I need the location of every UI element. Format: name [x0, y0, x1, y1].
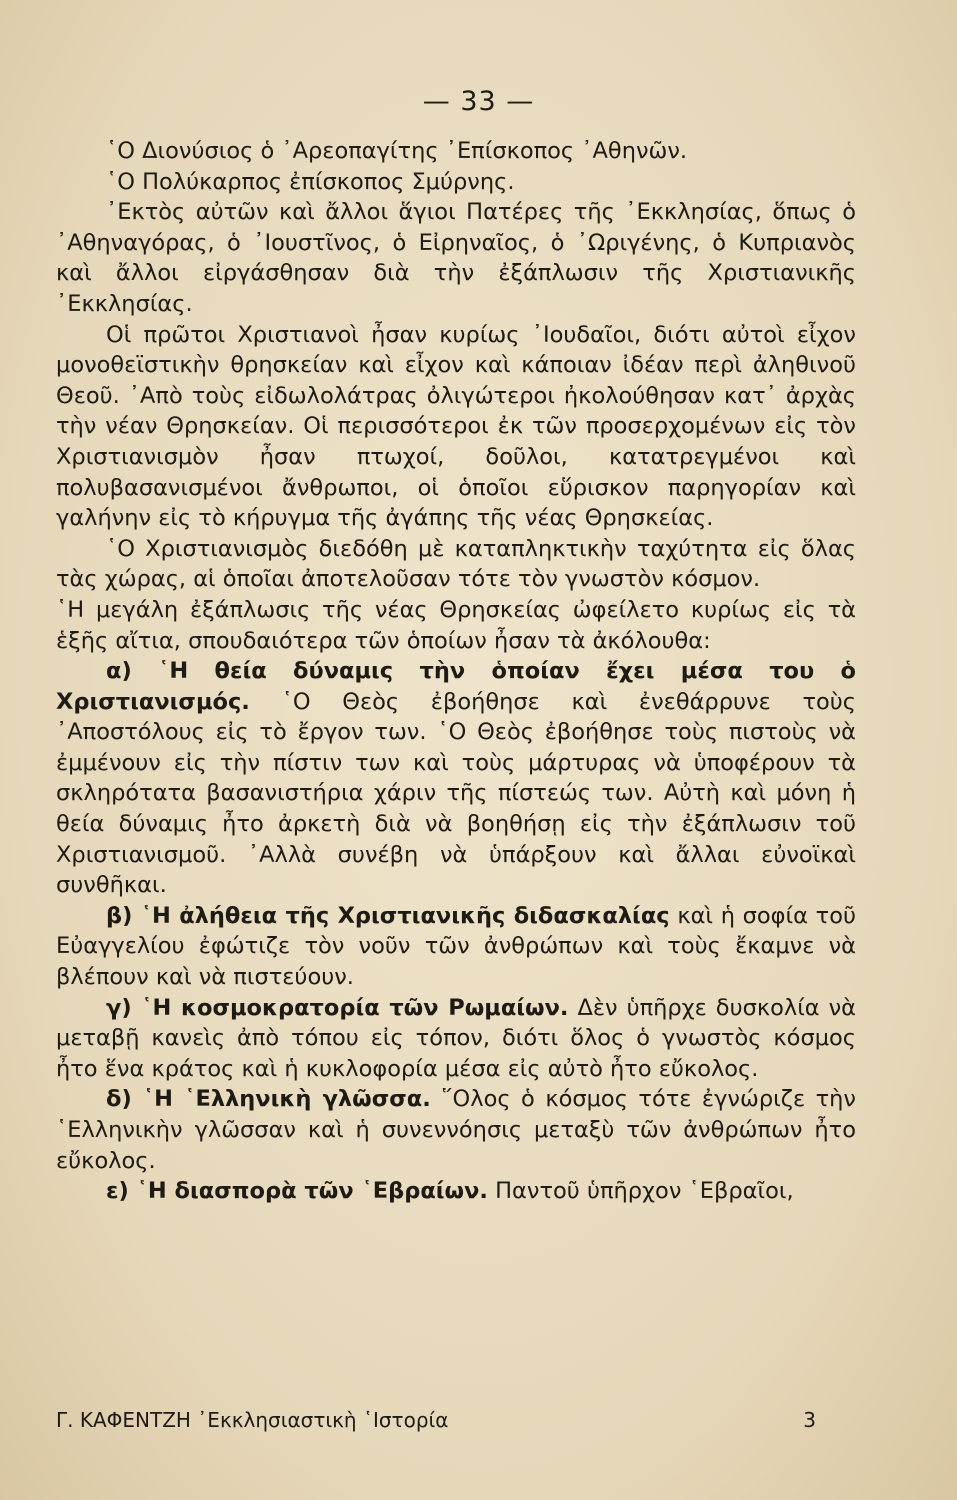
list-item — [56, 901, 856, 993]
item-text: Δὲν ὑπῆρχε δυσκολία νὰ μεταβῇ κανεὶς ἀπὸ τόπου εἰς τόπον, διότι ὅλος ὁ γνωστὸς κόσμος ἦτο ἕνα κράτος καὶ ἡ κυκλοφορία μέσα εἰς αὐτὸ ἦτο εὔκολος. — [56, 994, 857, 1082]
paragraph: ῾Ο Πολύκαρπος ἐπίσκοπος Σμύρνης. — [106, 168, 515, 195]
paragraph: ῾Ο Χριστιανισμὸς διεδόθη μὲ καταπληκτικὴν ταχύτητα εἰς ὅλας τὰς χώρας, αἱ ὁποῖαι ἀποτελοῦσαν τότε τὸν γνωστὸν κόσμον. — [56, 535, 856, 593]
paragraph: Οἱ πρῶτοι Χριστιανοὶ ἦσαν κυρίως ᾿Ιουδαῖοι, διότι αὐτοὶ εἶχον μονοθεϊστικὴν θρησκείαν καὶ εἶχον καὶ κάποιαν ἰδέαν περὶ ἀληθινοῦ Θεοῦ. ᾿Απὸ τοὺς εἰδωλολάτρας ὀλιγώτεροι ἠκολούθησαν κατ᾿ ἀρχὰς τὴν νέαν Θρησκείαν. Οἱ περισσότεροι ἐκ τῶν προσερχομένων εἰς τὸν Χριστιανισμὸν ἦσαν πτωχοί, δοῦλοι, κατατρεγμένοι καὶ πολυβασανισμένοι ἄνθρωποι, οἱ ὁποῖοι εὕρισκον παρηγορίαν καὶ γαλήνην εἰς τὸ κήρυγμα τῆς ἀγάπης τῆς νέας Θρησκείας. — [56, 321, 856, 532]
page-footer — [56, 1408, 816, 1432]
list-item — [56, 656, 856, 901]
paragraph: ᾿Εκτὸς αὐτῶν καὶ ἄλλοι ἅγιοι Πατέρες τῆς ᾿Εκκλησίας, ὅπως ὁ ᾿Αθηναγόρας, ὁ ᾿Ιουστῖνος, ὁ Εἰρηναῖος, ὁ ᾿Ωριγένης, ὁ Κυπριανὸς καὶ ἄλλοι εἰργάσθησαν διὰ τὴν ἐξάπλωσιν τῆς Χριστιανικῆς ᾿Εκκλησίας. — [56, 199, 856, 317]
item-heading: β) ῾Η ἀλήθεια τῆς Χριστιανικῆς διδασκαλίας — [106, 902, 670, 929]
item-text: ῞Ολος ὁ κόσμος τότε ἐγνώριζε τὴν ῾Ελληνικὴν γλῶσσαν καὶ ἡ συνεννόησις μεταξὺ τῶν ἀνθρώπων ἦτο εὔκολος. — [56, 1086, 856, 1174]
body-text — [56, 136, 856, 1207]
page-number: — 33 — — [422, 86, 535, 117]
item-heading: δ) ῾Η ῾Ελληνικὴ γλῶσσα. — [106, 1086, 431, 1113]
paragraph: ῾Η μεγάλη ἐξάπλωσις τῆς νέας Θρησκείας ὠφείλετο κυρίως εἰς τὰ ἑξῆς αἴτια, σπουδαιότερα τῶν ὁποίων ἦσαν τὰ ἀκόλουθα: — [56, 596, 856, 654]
list-item — [56, 1176, 856, 1207]
paragraph: ῾Ο Διονύσιος ὁ ᾿Αρεοπαγίτης ᾿Επίσκοπος ᾿Αθηνῶν. — [106, 138, 688, 164]
item-heading: ε) ῾Η διασπορὰ τῶν ῾Εβραίων. — [106, 1178, 488, 1205]
item-heading: α) ῾Η θεία δύναμις τὴν ὁποίαν ἔχει μέσα του ὁ Χριστιανισμός. — [56, 658, 856, 715]
item-text: καὶ ἡ σοφία τοῦ Εὐαγγελίου ἐφώτιζε τὸν νοῦν τῶν ἀνθρώπων καὶ τοὺς ἔκαμνε νὰ βλέπουν καὶ νὰ πιστεύουν. — [56, 902, 856, 991]
item-text: ῾Ο Θεὸς ἐβοήθησε καὶ ἐνεθάρρυνε τοὺς ᾿Αποστόλους εἰς τὸ ἔργον των. ῾Ο Θεὸς ἐβοήθησε τοὺς πιστοὺς νὰ ἐμμένουν εἰς τὴν πίστιν των καὶ τοὺς μάρτυρας νὰ ὑποφέρουν τὰ σκληρότατα βασανιστήρια χάριν τῆς πίστεώς των. Αὐτὴ καὶ μόνη ἡ θεία δύναμις ἦτο ἀρκετὴ διὰ νὰ βοηθήσῃ εἰς τὴν ἐξάπλωσιν τοῦ Χριστιανισμοῦ. ᾿Αλλὰ συνέβη νὰ ὑπάρξουν καὶ ἄλλαι εὐνοϊκαὶ συνθῆκαι. — [56, 688, 856, 899]
item-heading: γ) ῾Η κοσμοκρατορία τῶν Ρωμαίων. — [106, 994, 569, 1021]
list-item — [56, 993, 856, 1085]
item-text: Παντοῦ ὑπῆρχον ῾Εβραῖοι, — [495, 1178, 794, 1205]
list-item — [56, 1084, 856, 1176]
footer-signature-number: 3 — [803, 1408, 816, 1432]
footer-book-title: Γ. ΚΑΦΕΝΤΖΗ ᾿Εκκλησιαστικὴ ῾Ιστορία — [56, 1408, 449, 1432]
